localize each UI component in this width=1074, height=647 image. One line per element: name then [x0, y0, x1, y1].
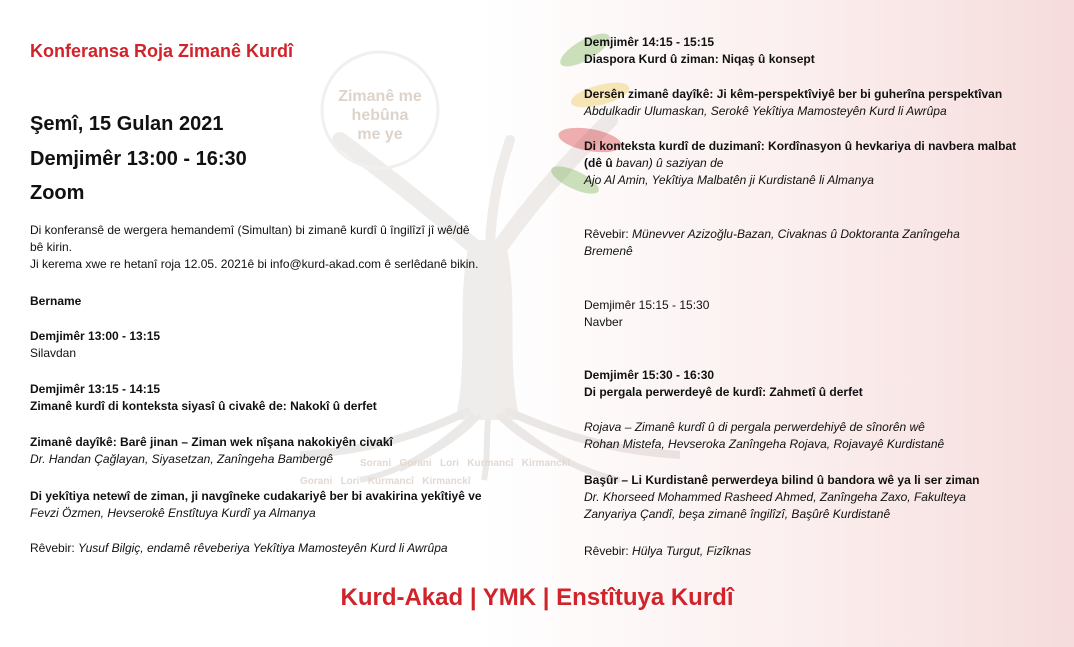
talk [584, 419, 1054, 453]
talk [584, 138, 1054, 189]
logo-line-3: me ye [357, 126, 403, 143]
watermark-word: Sorani [360, 458, 392, 469]
slot-time: Demjimêr 15:15 - 15:30 [584, 298, 710, 312]
watermark-word: Kurmancî [467, 458, 514, 469]
slot-time: Demjimêr 14:15 - 15:15 [584, 35, 715, 49]
slot-title: Di pergala perwerdeyê de kurdî: Zahmetî û derfet [584, 385, 863, 399]
slot-time: Demjimêr 13:15 - 14:15 [30, 382, 161, 396]
watermark-word: Gorani [399, 458, 432, 469]
watermark-word: Lori [440, 458, 459, 469]
watermark-word: Kurmancî [367, 476, 414, 487]
schedule-slot [584, 297, 1054, 331]
talk-title: Dersên zimanê dayîkê: Ji kêm-perspektîviyê ber bi guherîna perspektîvan [584, 87, 1003, 101]
talk-speaker: Fevzi Özmen, Hevserokê Enstîtuya Kurdî ya Almanya [30, 506, 316, 520]
schedule-slot [584, 34, 1054, 68]
talk-title: Di yekîtiya netewî de ziman, ji navgîneke cudakariyê ber bi avakirina yekîtiyê ve [30, 489, 482, 503]
talk-speaker: Abdulkadir Ulumaskan, Serokê Yekîtiya Mamosteyên Kurd li Awrûpa [584, 104, 947, 118]
moderator-name: Hülya Turgut, Fizîknas [632, 544, 752, 558]
intro-line: Ji kerema xwe re hetanî roja 12.05. 2021ê bi info@kurd-akad.com ê serlêdanê bikin. [30, 257, 479, 271]
watermark-word: Kirmanckî [521, 458, 571, 469]
moderator [30, 540, 550, 557]
talk [30, 434, 550, 468]
talk-title: Di konteksta kurdî de duzimanî: Kordînasyon û hevkariya di navbera malbat [584, 139, 1017, 153]
intro-text [30, 222, 530, 273]
event-date: Şemî, 15 Gulan 2021 [30, 113, 224, 135]
talk-speaker: Dr. Khorseed Mohammed Rasheed Ahmed, Zanîngeha Zaxo, Fakulteya [584, 490, 966, 504]
intro-line: bê kirin. [30, 240, 73, 254]
talk [584, 472, 1054, 523]
watermark-word: Gorani [300, 476, 333, 487]
moderator [584, 543, 1054, 560]
watermark-word: Lori [340, 476, 360, 487]
moderator-name: Yusuf Bilgiç, endamê rêveberiya Yekîtiya Mamosteyên Kurd li Awrûpa [78, 541, 448, 555]
moderator [584, 226, 1054, 260]
slot-title: Navber [584, 315, 623, 329]
talk-speaker: Ajo Al Amin, Yekîtiya Malbatên ji Kurdistanê li Almanya [584, 173, 874, 187]
talk [584, 86, 1054, 120]
talk-title-continued: (dê û bavan) û saziyan de [584, 156, 724, 170]
event-time: Demjimêr 13:00 - 16:30 [30, 148, 247, 170]
watermark-word: Kirmanckî [422, 476, 471, 487]
conference-title: Konferansa Roja Zimanê Kurdî [30, 41, 294, 61]
moderator-name: Münevver Azizoğlu-Bazan, Civaknas û Doktoranta Zanîngeha [632, 227, 960, 241]
talk-speaker: Rohan Mistefa, Hevseroka Zanîngeha Rojava, Rojavayê Kurdistanê [584, 437, 945, 451]
organizers-footer: Kurd-Akad | YMK | Enstîtuya Kurdî [340, 584, 734, 611]
talk-title: Rojava – Zimanê kurdî û di pergala perwerdehiyê de sînorên wê [584, 420, 925, 434]
logo-line-1: Zimanê me [338, 88, 422, 105]
moderator-label: Rêvebir: [584, 544, 629, 558]
slot-title: Silavdan [30, 346, 77, 360]
talk-speaker: Dr. Handan Çağlayan, Siyasetzan, Zanîngeha Bambergê [30, 452, 334, 466]
moderator-name-continued: Bremenê [584, 244, 633, 258]
slot-time: Demjimêr 13:00 - 13:15 [30, 329, 161, 343]
program-heading: Bername [30, 294, 82, 308]
schedule-slot [30, 328, 550, 362]
talk-speaker-continued: Zanyariya Çandî, beşa zimanê îngilîzî, Başûrê Kurdistanê [584, 507, 891, 521]
moderator-label: Rêvebir: [584, 227, 629, 241]
logo-line-2: hebûna [351, 107, 409, 124]
intro-line: Di konferansê de wergera hemandemî (Simultan) bi zimanê kurdî û îngilîzî jî wê/dê [30, 223, 470, 237]
talk-title: Başûr – Li Kurdistanê perwerdeya bilind û bandora wê ya li ser ziman [584, 473, 980, 487]
slot-title: Diaspora Kurd û ziman: Niqaş û konsept [584, 52, 815, 66]
event-place: Zoom [30, 182, 85, 204]
moderator-label: Rêvebir: [30, 541, 75, 555]
talk-title: Zimanê dayîkê: Barê jinan – Ziman wek nîşana nakokiyên civakî [30, 435, 393, 449]
schedule-slot [584, 367, 1054, 401]
talk [30, 488, 550, 522]
slot-title: Zimanê kurdî di konteksta siyasî û civakê de: Nakokî û derfet [30, 399, 377, 413]
schedule-slot [30, 381, 550, 415]
slot-time: Demjimêr 15:30 - 16:30 [584, 368, 715, 382]
